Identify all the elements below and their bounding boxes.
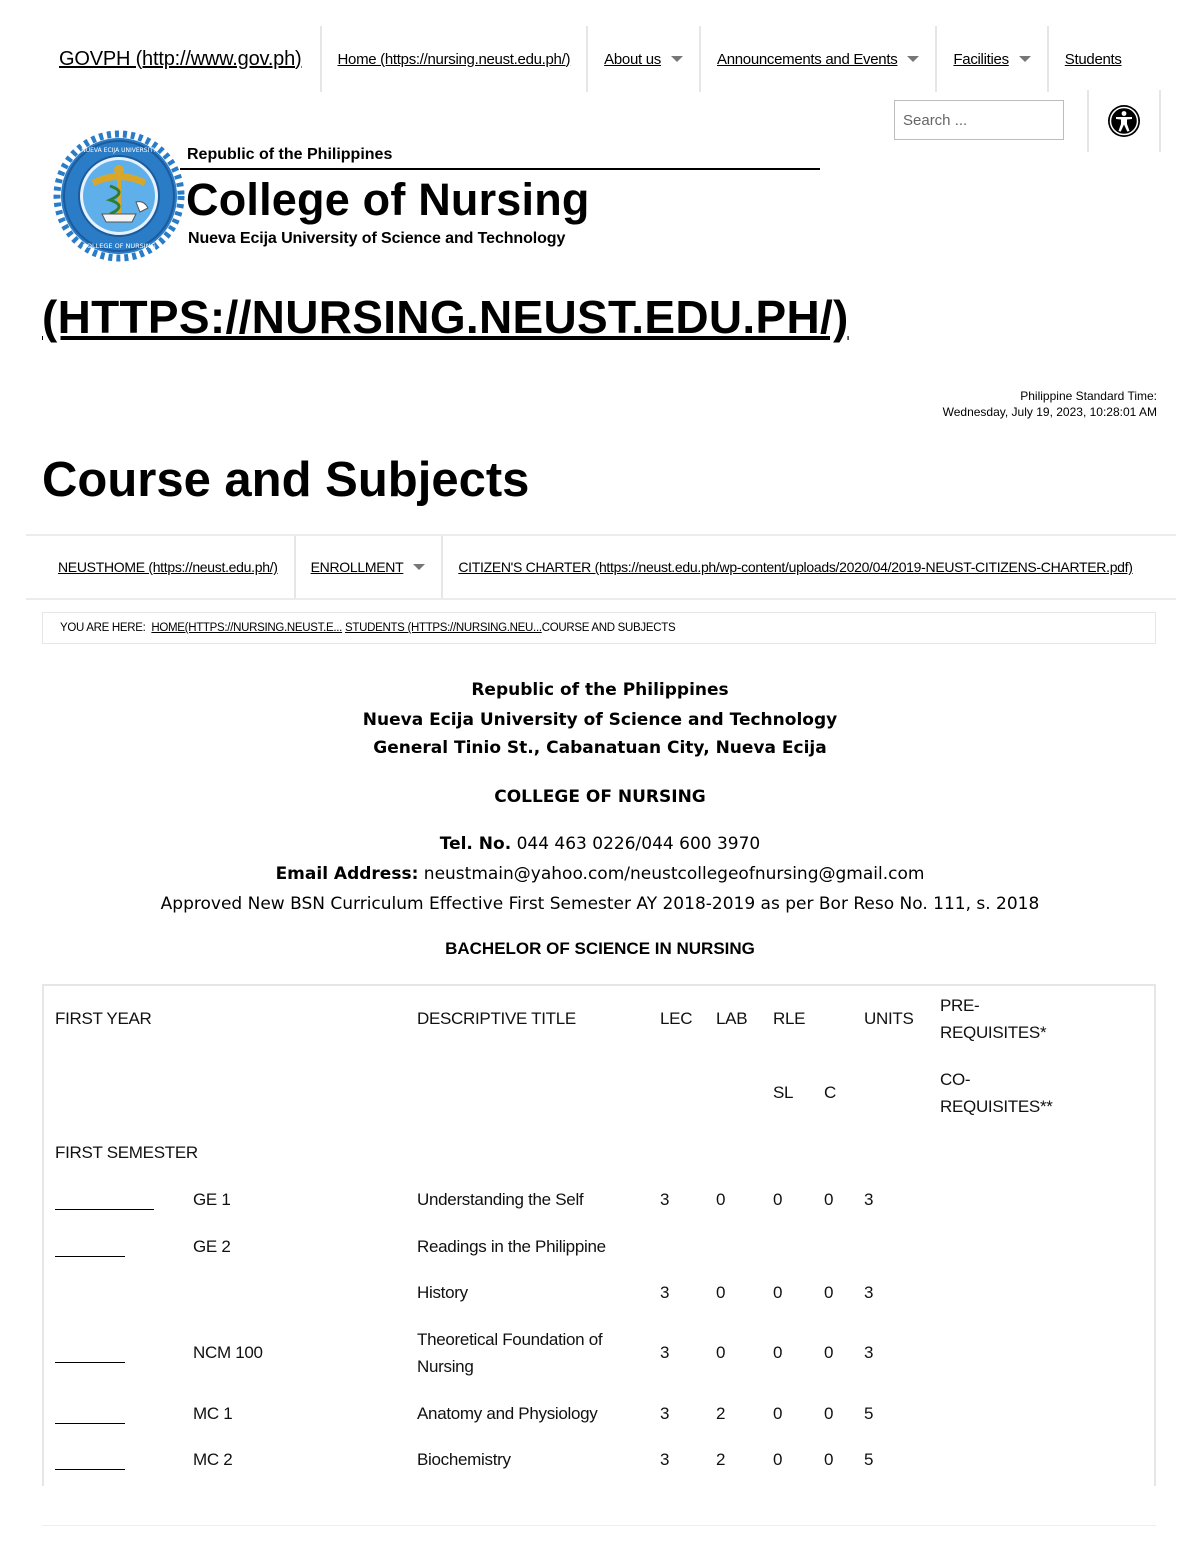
course-lab: 0 (716, 1283, 726, 1302)
chevron-down-icon (413, 564, 425, 570)
header-descriptive-title: DESCRIPTIVE TITLE (417, 1009, 576, 1028)
college-seal-logo (52, 130, 186, 262)
course-title: Readings in the Philippine (417, 1237, 606, 1256)
course-lec: 3 (660, 1283, 670, 1302)
logo-college-name: College of Nursing (186, 174, 590, 225)
doc-address: General Tinio St., Cabanatuan City, Nueva Ecija (373, 738, 827, 758)
doc-republic: Republic of the Philippines (471, 680, 729, 700)
search-input[interactable] (894, 100, 1064, 140)
top-navigation (26, 26, 1176, 92)
svg-text:COLLEGE OF NURSING: COLLEGE OF NURSING (82, 242, 156, 250)
doc-email (0, 864, 1200, 884)
course-units: 5 (864, 1404, 874, 1423)
course-c: 0 (824, 1404, 834, 1423)
course-c: 0 (824, 1450, 834, 1469)
course-c: 0 (824, 1190, 834, 1209)
course-lab: 2 (716, 1404, 726, 1423)
nav-announcements[interactable] (701, 26, 937, 92)
course-lab: 0 (716, 1190, 726, 1209)
header-lab: LAB (716, 1009, 748, 1028)
nav-citizens-charter[interactable]: CITIZEN'S CHARTER (https://neust.edu.ph/wp-content/uploads/2020/04/2019-NEUST-CITIZENS-CHARTER.pdf) (458, 559, 1133, 575)
svg-text:NUEVA ECIJA UNIVERSITY: NUEVA ECIJA UNIVERSITY (81, 147, 157, 154)
grade-blank (55, 1209, 154, 1210)
course-lec: 3 (660, 1450, 670, 1469)
doc-program-title: BACHELOR OF SCIENCE IN NURSING (445, 939, 755, 958)
doc-college: COLLEGE OF NURSING (494, 787, 706, 807)
page-bottom-divider (42, 1525, 1156, 1526)
grade-blank (55, 1256, 125, 1257)
course-units: 3 (864, 1283, 874, 1302)
logo-university-name: Nueva Ecija University of Science and Technology (188, 230, 566, 247)
header-first-year: FIRST YEAR (55, 1009, 152, 1028)
doc-email-value: neustmain@yahoo.com/neustcollegeofnursing@gmail.com (423, 864, 925, 884)
chevron-down-icon (671, 56, 683, 62)
course-units: 3 (864, 1190, 874, 1209)
course-code: GE 2 (193, 1237, 231, 1256)
chevron-down-icon (907, 56, 919, 62)
header-coreq-line2: REQUISITES** (940, 1097, 1053, 1116)
accessibility-icon[interactable] (1107, 104, 1141, 138)
site-home-link[interactable]: (HTTPS://NURSING.NEUST.EDU.PH/) (42, 291, 849, 343)
nav-enrollment[interactable] (296, 536, 444, 598)
course-c: 0 (824, 1283, 834, 1302)
nav-enrollment-label: ENROLLMENT (310, 559, 404, 575)
header-c: C (824, 1083, 836, 1102)
logo-divider (180, 168, 820, 170)
course-c: 0 (824, 1343, 834, 1362)
course-title: Biochemistry (417, 1450, 511, 1469)
breadcrumb-students[interactable]: STUDENTS (HTTPS://NURSING.NEU... (344, 622, 542, 634)
course-sl: 0 (773, 1404, 783, 1423)
grade-blank (55, 1362, 125, 1363)
nav-home-link[interactable]: Home (https://nursing.neust.edu.ph/) (322, 26, 589, 92)
course-sl: 0 (773, 1283, 783, 1302)
pst-value: Wednesday, July 19, 2023, 10:28:01 AM (942, 405, 1157, 419)
course-title: Anatomy and Physiology (417, 1404, 598, 1423)
course-code: GE 1 (193, 1190, 231, 1209)
course-code: NCM 100 (193, 1343, 263, 1362)
course-units: 5 (864, 1450, 874, 1469)
nav-neust-home[interactable]: NEUSTHOME (https://neust.edu.ph/) (26, 536, 296, 598)
doc-email-label: Email Address: (275, 864, 419, 884)
breadcrumb-home[interactable]: HOME(HTTPS://NURSING.NEUST.E... (151, 622, 343, 634)
nav-facilities-label: Facilities (953, 50, 1009, 68)
nav-students[interactable]: Students (1064, 50, 1122, 68)
doc-tel-label: Tel. No. (439, 834, 512, 854)
philippine-standard-time (943, 388, 1157, 420)
course-lab: 2 (716, 1450, 726, 1469)
grade-blank (55, 1469, 125, 1470)
nav-about-us[interactable] (588, 26, 701, 92)
doc-telephone (0, 834, 1200, 854)
pst-label: Philippine Standard Time: (1020, 389, 1157, 403)
breadcrumb-prefix: YOU ARE HERE: (60, 622, 146, 634)
course-lec: 3 (660, 1404, 670, 1423)
course-sl: 0 (773, 1450, 783, 1469)
doc-tel-value: 044 463 0226/044 600 3970 (516, 834, 761, 854)
nav-announcements-label: Announcements and Events (716, 50, 898, 68)
course-lec: 3 (660, 1343, 670, 1362)
course-title: Theoretical Foundation of (417, 1330, 603, 1349)
course-sl: 0 (773, 1343, 783, 1362)
govph-link[interactable]: GOVPH (http://www.gov.ph) (26, 26, 322, 92)
header-units: UNITS (864, 1009, 914, 1028)
header-sl: SL (773, 1083, 794, 1102)
course-units: 3 (864, 1343, 874, 1362)
course-code: MC 2 (193, 1450, 233, 1469)
nav-about-label: About us (604, 50, 661, 68)
course-title: Understanding the Self (417, 1190, 584, 1209)
course-title-continued: History (417, 1283, 468, 1302)
accessibility-toolbar (1087, 90, 1161, 152)
logo-republic-text: Republic of the Philippines (187, 146, 393, 163)
nav-facilities[interactable] (937, 26, 1048, 92)
breadcrumb-current: COURSE AND SUBJECTS (541, 622, 676, 634)
header-rle: RLE (773, 1009, 806, 1028)
chevron-down-icon (1019, 56, 1031, 62)
course-lab: 0 (716, 1343, 726, 1362)
grade-blank (55, 1423, 125, 1424)
header-coreq-line1: CO- (940, 1070, 971, 1089)
course-title-line2: Nursing (417, 1357, 474, 1376)
header-prereq-line1: PRE- (940, 996, 980, 1015)
course-lec: 3 (660, 1190, 670, 1209)
doc-approved-note: Approved New BSN Curriculum Effective First Semester AY 2018-2019 as per Bor Reso No. 111, s. 2018 (160, 894, 1040, 914)
header-prereq-line2: REQUISITES* (940, 1023, 1047, 1042)
course-code: MC 1 (193, 1404, 233, 1423)
header-lec: LEC (660, 1009, 693, 1028)
course-sl: 0 (773, 1190, 783, 1209)
breadcrumb (42, 612, 1156, 644)
page-title: Course and Subjects (42, 453, 530, 507)
doc-university: Nueva Ecija University of Science and Technology (362, 710, 838, 730)
semester-label: FIRST SEMESTER (55, 1143, 198, 1162)
secondary-navigation (26, 534, 1176, 600)
